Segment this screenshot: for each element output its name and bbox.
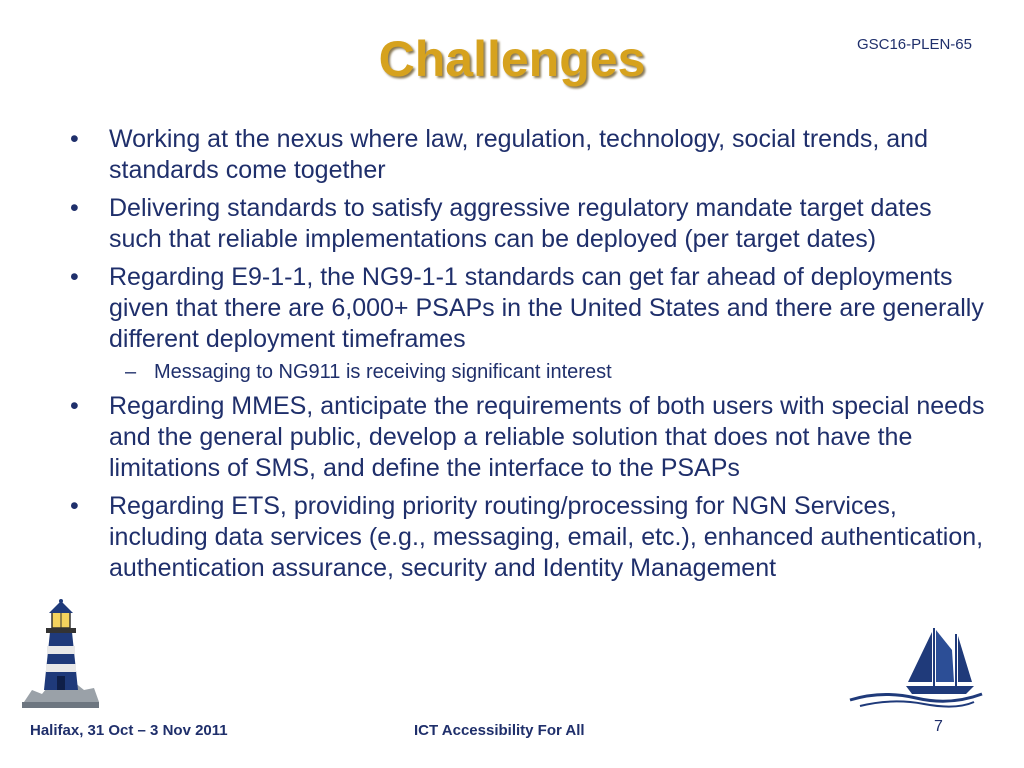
bullet-text: Working at the nexus where law, regulation, technology, social trends, and standards come together	[109, 125, 928, 184]
bullet-list	[70, 124, 990, 591]
sailing-ship-icon	[846, 620, 984, 710]
page-number: 7	[934, 718, 943, 735]
lighthouse-icon	[22, 598, 100, 710]
bullet-marker: •	[70, 492, 79, 520]
bullet-text: Delivering standards to satisfy aggressive regulatory mandate target dates such that reliable implementations can be deployed (per target dates)	[109, 194, 932, 253]
footer-event-title: ICT Accessibility For All	[414, 722, 585, 739]
bullet-item	[70, 124, 990, 186]
slide-title: Challenges	[378, 31, 646, 87]
bullet-marker: •	[70, 392, 79, 420]
bullet-marker: •	[70, 263, 79, 291]
sub-bullet-text: Messaging to NG911 is receiving significant interest	[154, 361, 612, 383]
bullet-item	[70, 391, 990, 484]
sub-bullet-marker: –	[125, 361, 137, 383]
bullet-text: Regarding E9-1-1, the NG9-1-1 standards can get far ahead of deployments given that there are 6,000+ PSAPs in the United States and there are generally different deployment timeframes	[109, 263, 984, 353]
footer-location-date: Halifax, 31 Oct – 3 Nov 2011	[30, 722, 228, 739]
bullet-marker: •	[70, 194, 79, 222]
bullet-item	[70, 262, 990, 355]
document-id: GSC16-PLEN-65	[856, 36, 972, 53]
bullet-item	[70, 491, 990, 584]
sub-bullet-item	[70, 359, 990, 385]
bullet-text: Regarding MMES, anticipate the requirements of both users with special needs and the general public, develop a reliable solution that does not have the limitations of SMS, and define the interface to the PSAPs	[109, 392, 985, 482]
bullet-item	[70, 193, 990, 255]
bullet-text: Regarding ETS, providing priority routing/processing for NGN Services, including data services (e.g., messaging, email, etc.), enhanced authentication, authentication assurance, security and Identity Management	[109, 492, 984, 582]
bullet-marker: •	[70, 125, 79, 153]
